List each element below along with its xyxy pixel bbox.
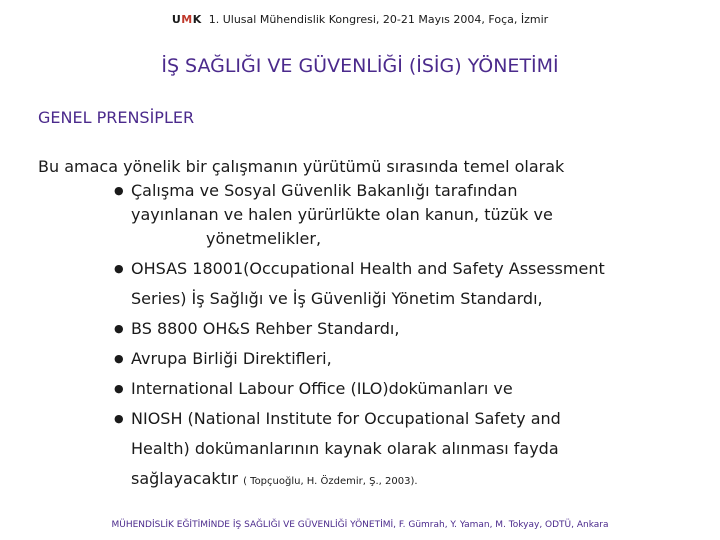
- citation: ( Topçuoğlu, H. Özdemir, Ş., 2003).: [243, 476, 418, 487]
- slide-title: İŞ SAĞLIĞI VE GÜVENLİĞİ (İSİG) YÖNETİMİ: [161, 55, 559, 77]
- list-item-line: OHSAS 18001(Occupational Health and Safety Assessment: [131, 259, 605, 278]
- list-item-last-line: [131, 467, 418, 494]
- bullet-icon: ●: [114, 382, 124, 395]
- list-item: [38, 347, 708, 377]
- list-item-line: Avrupa Birliği Direktifleri,: [131, 349, 332, 368]
- bullet-list: [38, 179, 708, 497]
- bullet-icon: ●: [114, 352, 124, 365]
- conference-header: [0, 13, 720, 26]
- list-item: [38, 377, 708, 407]
- bullet-icon: ●: [114, 184, 124, 197]
- bullet-icon: ●: [114, 412, 124, 425]
- list-item-line: yayınlanan ve halen yürürlükte olan kanun, tüzük ve: [131, 205, 553, 224]
- list-item-line: Çalışma ve Sosyal Güvenlik Bakanlığı tarafından: [131, 181, 518, 200]
- list-item-line: International Labour Office (ILO)dokümanları ve: [131, 379, 513, 398]
- list-item: [38, 407, 708, 497]
- conference-text: 1. Ulusal Mühendislik Kongresi, 20-21 Mayıs 2004, Foça, İzmir: [208, 13, 549, 26]
- list-item: [38, 179, 708, 251]
- list-item-line: BS 8800 OH&S Rehber Standardı,: [131, 319, 400, 338]
- umk-logo: UMK: [171, 13, 202, 26]
- list-item: [38, 257, 708, 317]
- bullet-icon: ●: [114, 262, 124, 275]
- intro-text: Bu amaca yönelik bir çalışmanın yürütümü sırasında temel olarak: [38, 157, 565, 176]
- list-item-line: Health) dokümanlarının kaynak olarak alınması fayda: [131, 439, 559, 458]
- list-item-line: Series) İş Sağlığı ve İş Güvenliği Yönetim Standardı,: [131, 289, 543, 308]
- footer-text: MÜHENDİSLİK EĞİTİMİNDE İŞ SAĞLIĞI VE GÜVENLİĞİ YÖNETİMİ, F. Gümrah, Y. Yaman, M. Tokyay, ODTÜ, Ankara: [111, 520, 609, 530]
- slide-body: [38, 155, 708, 497]
- bullet-icon: ●: [114, 322, 124, 335]
- list-item-line: NIOSH (National Institute for Occupational Safety and: [131, 409, 561, 428]
- list-item-line: yönetmelikler,: [206, 229, 322, 248]
- list-item: [38, 317, 708, 347]
- section-subtitle: GENEL PRENSİPLER: [38, 108, 195, 127]
- list-item-line: sağlayacaktır: [131, 469, 238, 488]
